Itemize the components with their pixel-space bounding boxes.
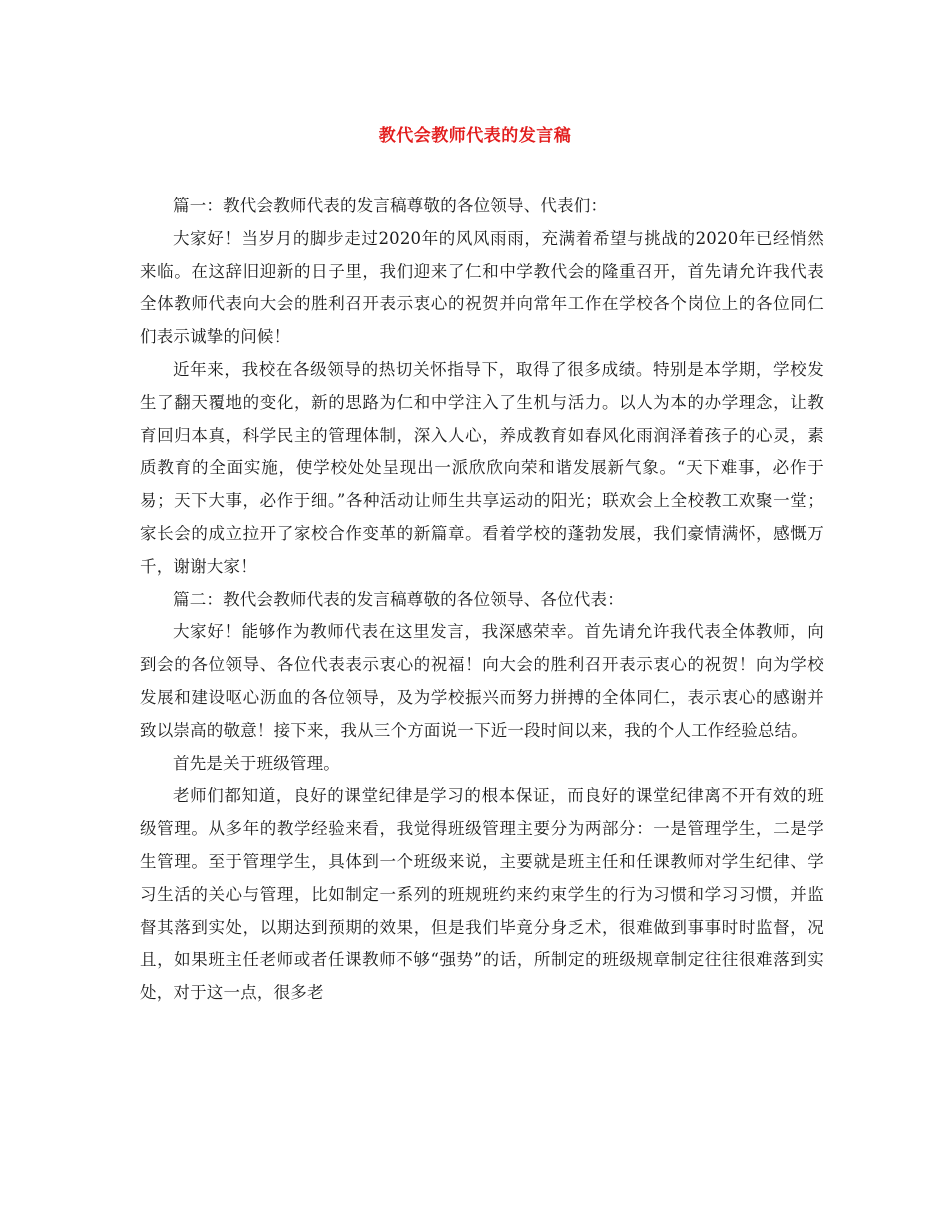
paragraph-2: 大家好！当岁月的脚步走过2020年的风风雨雨，充满着希望与挑战的2020年已经悄然来临。在这辞旧迎新的日子里，我们迎来了仁和中学教代会的隆重召开，首先请允许我代表全体教师代表向大会的胜利召开表示衷心的祝贺并向常年工作在学校各个岗位上的各位同仁们表示诚挚的问候！ [140,228,824,347]
paragraph-1: 篇一：教代会教师代表的发言稿尊敬的各位领导、代表们： [173,196,608,215]
paragraph-4: 篇二：教代会教师代表的发言稿尊敬的各位领导、各位代表： [173,589,624,609]
document-title: 教代会教师代表的发言稿 [378,126,572,146]
paragraph-7: 老师们都知道，良好的课堂纪律是学习的根本保证，而良好的课堂纪律离不开有效的班级管理。从多年的教学经验来看，我觉得班级管理主要分为两部分：一是管理学生，二是学生管理。至于管理学生，具体到一个班级来说，主要就是班主任和任课教师对学生纪律、学习生活的关心与管理，比如制定一系列的班规班约来约束学生的行为习惯和学习习惯，并监督其落到实处，以期达到预期的效果，但是我们毕竟分身乏术，很难做到事事时时监督，况且，如果班主任老师或者任课教师不够“强势”的话，所制定的班级规章制定往往很难落到实处，对于这一点，很多老 [140,786,824,1003]
paragraph-3: 近年来，我校在各级领导的热切关怀指导下，取得了很多成绩。特别是本学期，学校发生了翻天覆地的变化，新的思路为仁和中学注入了生机与活力。以人为本的办学理念，让教育回归本真，科学民主的管理体制，深入人心，养成教育如春风化雨润泽着孩子的心灵，素质教育的全面实施，使学校处处呈现出一派欣欣向荣和谐发展新气象。“天下难事，必作于易；天下大事，必作于细。”各种活动让师生共享运动的阳光；联欢会上全校教工欢聚一堂；家长会的成立拉开了家校合作变革的新篇章。看着学校的蓬勃发展，我们豪情满怀，感慨万千，谢谢大家！ [140,359,824,576]
paragraph-5: 大家好！能够作为教师代表在这里发言，我深感荣幸。首先请允许我代表全体教师，向到会的各位领导、各位代表表示衷心的祝福！向大会的胜利召开表示衷心的祝贺！向为学校发展和建设呕心沥血的各位领导，及为学校振兴而努力拼搏的全体同仁，表示衷心的感谢并致以崇高的敬意！接下来，我从三个方面说一下近一段时间以来，我的个人工作经验总结。 [140,622,824,740]
document-body [140,190,824,1010]
paragraph-6: 首先是关于班级管理。 [173,753,340,773]
